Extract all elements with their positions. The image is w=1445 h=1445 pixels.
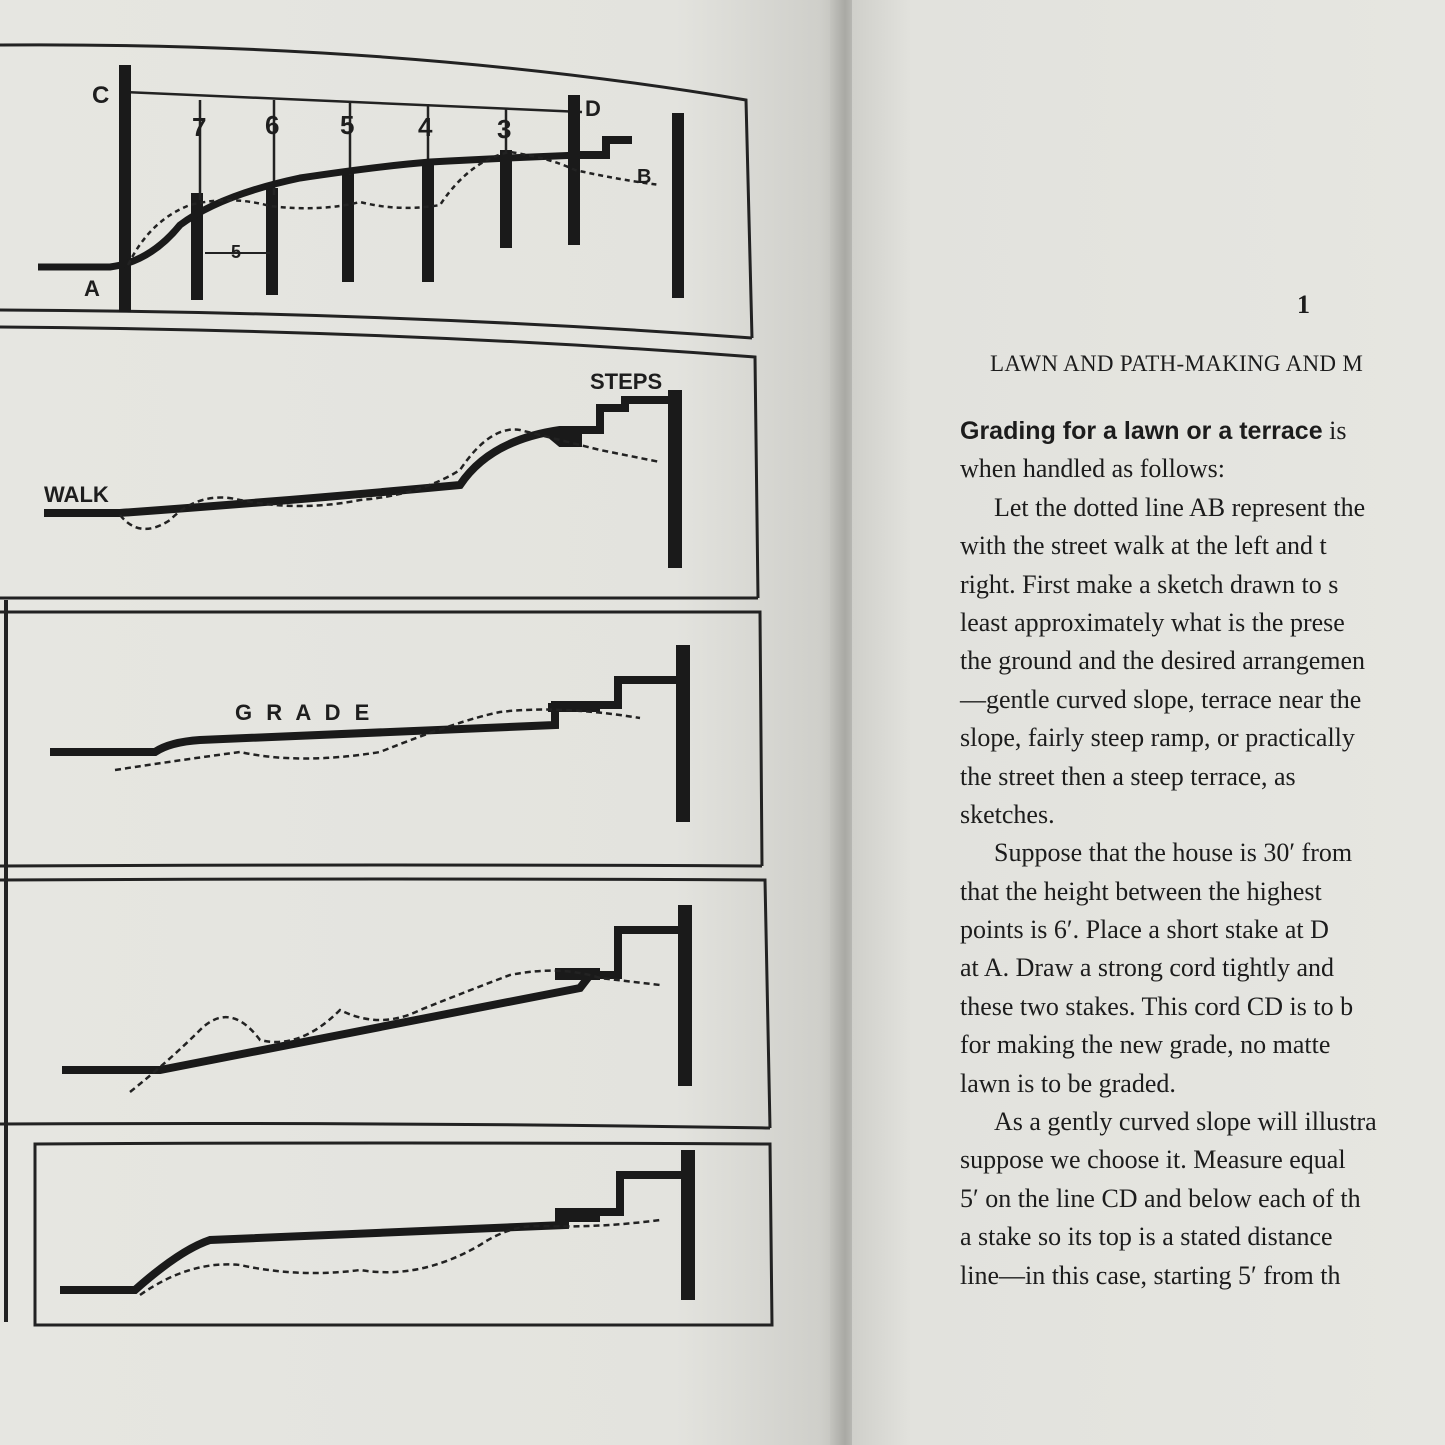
- right-page: [852, 0, 1445, 1445]
- new-grade-line: [44, 400, 672, 513]
- text-line: the ground and the desired arrangemen: [960, 646, 1366, 676]
- text-line: least approximately what is the prese: [960, 607, 1345, 637]
- label-d: D: [585, 96, 601, 121]
- chapter-heading: LAWN AND PATH-MAKING AND M: [990, 351, 1364, 376]
- panel-4: [62, 905, 685, 1092]
- text-line: when handled as follows:: [960, 454, 1226, 484]
- panel-2: [44, 369, 675, 568]
- text-line: As a gently curved slope will illustra: [994, 1107, 1377, 1137]
- text-line: at A. Draw a strong cord tightly and: [960, 953, 1335, 983]
- cord-cd: [125, 92, 582, 112]
- stake-number-5: 5: [340, 110, 355, 140]
- stake-number-3: 3: [497, 114, 512, 144]
- label-a: A: [84, 276, 100, 301]
- grade-label: G R A D E: [235, 700, 374, 725]
- steps-label: STEPS: [590, 369, 663, 394]
- text-line-span: is: [1329, 416, 1347, 445]
- panel-frames: [0, 45, 772, 1325]
- spacing-label: 5: [231, 242, 242, 262]
- text-line: right. First make a sketch drawn to s: [960, 569, 1339, 599]
- text-line: the street then a steep terrace, as: [960, 761, 1296, 791]
- text-line: suppose we choose it. Measure equal: [960, 1145, 1346, 1175]
- text-line: these two stakes. This cord CD is to b: [960, 991, 1354, 1021]
- text-line: slope, fairly steep ramp, or practically: [960, 723, 1355, 753]
- text-line: —gentle curved slope, terrace near the: [960, 684, 1362, 714]
- text-line: with the street walk at the left and t: [960, 531, 1327, 561]
- text-line: Let the dotted line AB represent the: [994, 492, 1366, 522]
- stake-number-7: 7: [192, 112, 207, 142]
- steps: [580, 140, 632, 155]
- panel-5: [60, 1150, 688, 1300]
- panel-1: [38, 65, 678, 312]
- existing-grade-line: [120, 430, 660, 529]
- label-b: B: [637, 166, 652, 188]
- label-c: C: [92, 82, 110, 109]
- text-line: for making the new grade, no matte: [960, 1030, 1331, 1060]
- text-line: [960, 412, 1445, 450]
- text-line: line—in this case, starting 5′ from th: [960, 1260, 1341, 1290]
- body-text: [960, 412, 1445, 1295]
- panel-3: [50, 645, 683, 822]
- text-line: 5′ on the line CD and below each of th: [960, 1183, 1361, 1213]
- text-line: that the height between the highest: [960, 876, 1322, 906]
- text-line: lawn is to be graded.: [960, 1068, 1176, 1098]
- page-number: 1: [1297, 290, 1310, 319]
- text-line: Suppose that the house is 30′ from: [994, 838, 1353, 868]
- text-line: a stake so its top is a stated distance: [960, 1222, 1333, 1252]
- text-line: sketches.: [960, 799, 1055, 829]
- stake-number-4: 4: [418, 112, 433, 142]
- lead-bold-phrase: Grading for a lawn or a terrace: [960, 417, 1323, 445]
- stake-number-6: 6: [265, 110, 280, 140]
- walk-label: WALK: [44, 482, 109, 507]
- new-grade-line: [62, 930, 680, 1070]
- text-line: points is 6′. Place a short stake at D: [960, 915, 1329, 945]
